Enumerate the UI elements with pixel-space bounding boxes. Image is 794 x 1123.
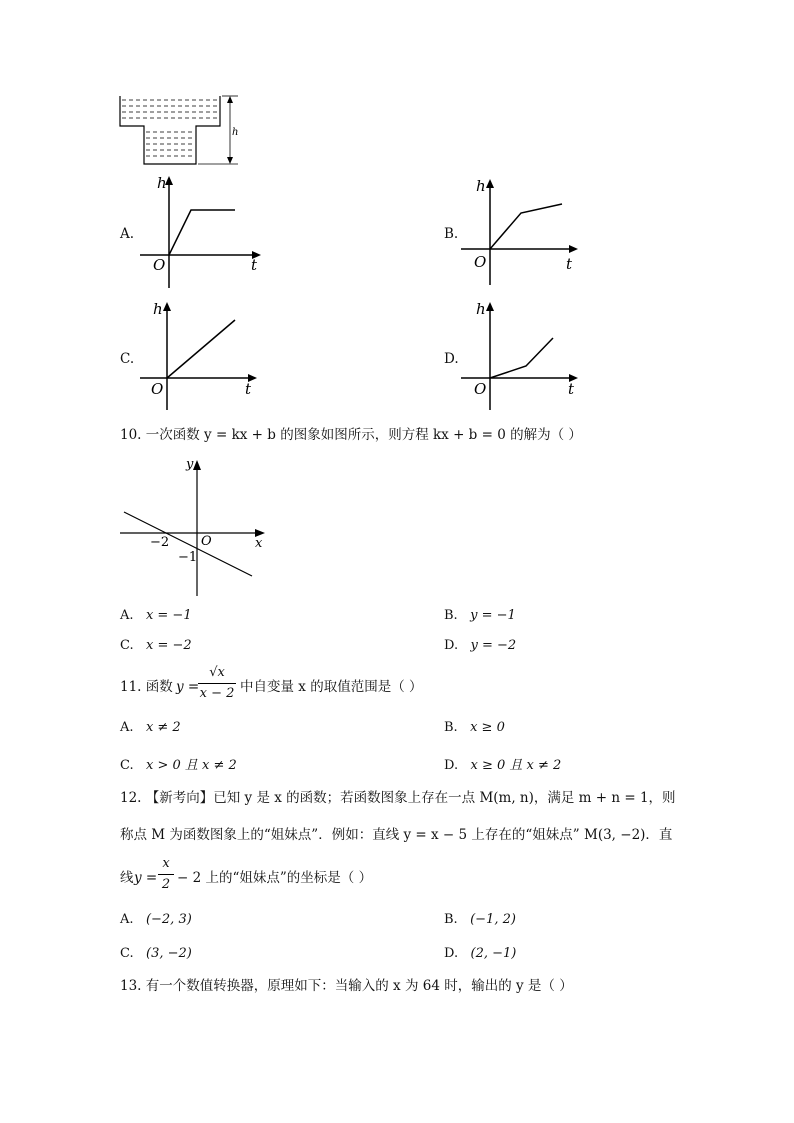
q11-prefix: 11. 函数 xyxy=(120,679,173,695)
q12-line-2: 称点 M 为函数图象上的“姐妹点”．例如：直线 y = x − 5 上存在的“姐妹点” M(3, −2)．直 xyxy=(120,827,673,843)
q10-option-a[interactable] xyxy=(120,607,192,625)
q11-fraction xyxy=(198,664,236,703)
q9-option-b-letter[interactable]: B. xyxy=(444,226,459,242)
q11-option-d[interactable] xyxy=(444,757,561,775)
y-intercept-label: −1 xyxy=(178,550,198,565)
option-value: x = −1 xyxy=(145,608,192,623)
q9-graph-c xyxy=(135,298,270,418)
axis-h-label: h xyxy=(476,177,486,195)
option-letter: B. xyxy=(444,608,458,623)
option-letter: A. xyxy=(120,608,134,623)
q11-option-b[interactable] xyxy=(444,719,505,737)
axis-t-label: t xyxy=(245,380,252,398)
q12-option-c[interactable] xyxy=(120,945,192,963)
option-letter: A. xyxy=(120,912,134,927)
axis-t-label: t xyxy=(251,256,258,274)
fraction-numerator: √x xyxy=(209,665,225,680)
option-letter: A. xyxy=(120,720,134,735)
x-intercept-label: −2 xyxy=(150,535,170,550)
option-letter: C. xyxy=(120,946,134,961)
option-value: (2, −1) xyxy=(470,946,517,961)
q13-text: 13. 有一个数值转换器，原理如下：当输入的 x 为 64 时，输出的 y 是（ ） xyxy=(120,978,573,994)
origin-label: O xyxy=(474,253,487,271)
option-value: y = −1 xyxy=(470,608,516,623)
q12-fraction xyxy=(158,855,174,894)
q12-option-a[interactable] xyxy=(120,911,192,929)
q12-line-3-lhs: y = xyxy=(134,870,158,886)
q12-line-3-suffix: − 2 上的“姐妹点”的坐标是（ ） xyxy=(177,870,373,886)
fraction-denominator: 2 xyxy=(161,877,171,892)
origin-label: O xyxy=(151,380,164,398)
option-value: x ≥ 0 且 x ≠ 2 xyxy=(470,758,562,773)
axis-t-label: t xyxy=(568,380,575,398)
height-label: h xyxy=(232,127,239,138)
option-value: x > 0 且 x ≠ 2 xyxy=(146,758,237,773)
origin-label: O xyxy=(474,380,487,398)
q12-line-1: 12. 【新考向】已知 y 是 x 的函数；若函数图象上存在一点 M(m, n)，满足 m + n = 1，则 xyxy=(120,790,676,806)
option-letter: D. xyxy=(444,946,459,961)
q12-option-d[interactable] xyxy=(444,945,516,963)
q9-graph-a xyxy=(135,170,270,290)
q10-option-b[interactable] xyxy=(444,607,516,625)
option-letter: B. xyxy=(444,912,458,927)
option-letter: D. xyxy=(444,638,459,653)
q11-suffix: 中自变量 x 的取值范围是（ ） xyxy=(240,679,423,695)
axis-x-label: x xyxy=(255,536,263,551)
fraction-denominator: x − 2 xyxy=(199,686,235,701)
axis-y-label: y xyxy=(186,457,194,472)
q9-graph-d xyxy=(456,298,591,418)
option-letter: C. xyxy=(120,758,134,773)
option-value: x ≥ 0 xyxy=(470,720,505,735)
axis-h-label: h xyxy=(476,300,486,318)
option-value: (−2, 3) xyxy=(145,912,192,927)
q11-option-c[interactable] xyxy=(120,757,237,775)
q12-option-b[interactable] xyxy=(444,911,516,929)
q12-line-3-prefix: 线 xyxy=(120,870,134,886)
option-value: y = −2 xyxy=(470,638,517,653)
option-value: (3, −2) xyxy=(146,946,192,961)
axis-h-label: h xyxy=(157,174,167,192)
q9-option-c-letter[interactable]: C. xyxy=(120,351,135,367)
option-letter: C. xyxy=(120,638,134,653)
q11-func-lhs: y = xyxy=(176,679,200,695)
q9-option-a-letter[interactable]: A. xyxy=(120,226,135,242)
origin-label: O xyxy=(153,256,166,274)
q10-text: 10. 一次函数 y = kx + b 的图象如图所示，则方程 kx + b = 0 的解为（ ） xyxy=(120,427,582,443)
axis-h-label: h xyxy=(153,300,163,318)
q9-option-d-letter[interactable]: D. xyxy=(444,351,459,367)
fraction-numerator: x xyxy=(162,856,170,871)
option-value: x = −2 xyxy=(146,638,192,653)
origin-label: O xyxy=(201,534,212,549)
q9-graph-b xyxy=(456,175,591,295)
q10-option-d[interactable] xyxy=(444,637,516,655)
option-value: x ≠ 2 xyxy=(145,720,181,735)
q10-option-c[interactable] xyxy=(120,637,192,655)
q10-graph xyxy=(112,452,277,602)
q11-option-a[interactable] xyxy=(120,719,181,737)
axis-t-label: t xyxy=(566,255,573,273)
option-letter: B. xyxy=(444,720,458,735)
option-letter: D. xyxy=(444,758,459,773)
option-value: (−1, 2) xyxy=(470,912,516,927)
container-figure xyxy=(110,90,250,170)
